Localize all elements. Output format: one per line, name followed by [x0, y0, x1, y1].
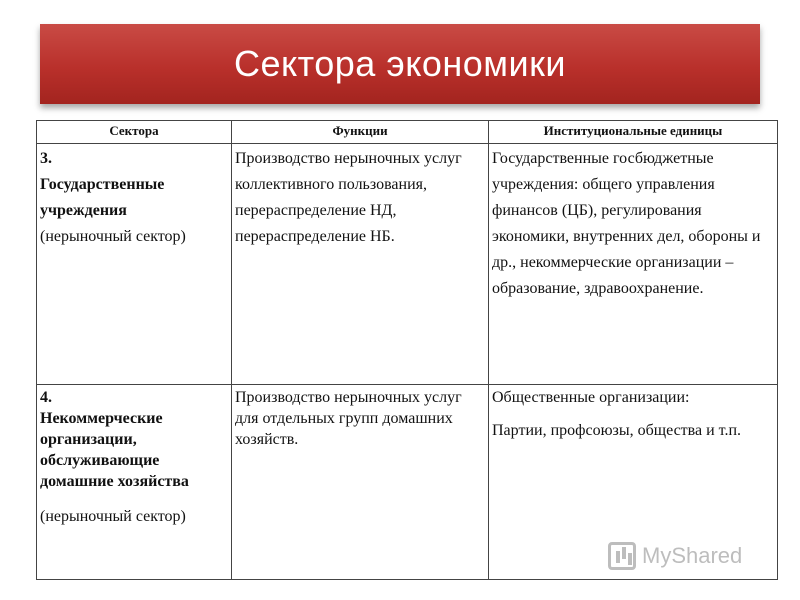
sector-number: 4.	[40, 389, 52, 406]
header-sectors: Сектора	[37, 121, 232, 144]
header-institutions: Институциональные единицы	[489, 121, 778, 144]
sector-name: Государственные учреждения	[40, 176, 165, 219]
sector-type: (нерыночный сектор)	[40, 228, 186, 245]
sectors-table	[36, 120, 778, 580]
institutions-body: Партии, профсоюзы, общества и т.п.	[492, 422, 742, 439]
title-banner	[40, 24, 760, 104]
table-row	[37, 144, 778, 385]
institutions-title: Общественные организации:	[492, 389, 690, 406]
watermark-text: MyShared	[642, 543, 743, 568]
sector-name: Некоммерческие организации, обслуживающие домашние хозяйства	[40, 410, 189, 490]
bar-chart-icon	[608, 542, 636, 570]
header-functions: Функции	[232, 121, 489, 144]
table-header-row	[37, 121, 778, 144]
sector-type: (нерыночный сектор)	[40, 508, 186, 525]
sector-cell	[37, 144, 232, 385]
institutions-cell	[489, 144, 778, 385]
functions-cell: Производство нерыночных услуг для отдельных групп домашних хозяйств.	[232, 385, 489, 580]
sector-cell	[37, 385, 232, 580]
institutions-body: общего управления финансов (ЦБ), регулирования экономики, внутренних дел, обороны и др., некоммерческие организации – образование, здравоохранение.	[492, 176, 761, 297]
institutions-title: Государственные госбюджетные учреждения:	[492, 150, 714, 193]
sector-number: 3.	[40, 150, 52, 167]
page-title: Сектора экономики	[234, 43, 566, 84]
myshared-watermark	[608, 538, 778, 574]
functions-cell: Производство нерыночных услуг коллективного пользования, перераспределение НД, перераспределение НБ.	[232, 144, 489, 385]
